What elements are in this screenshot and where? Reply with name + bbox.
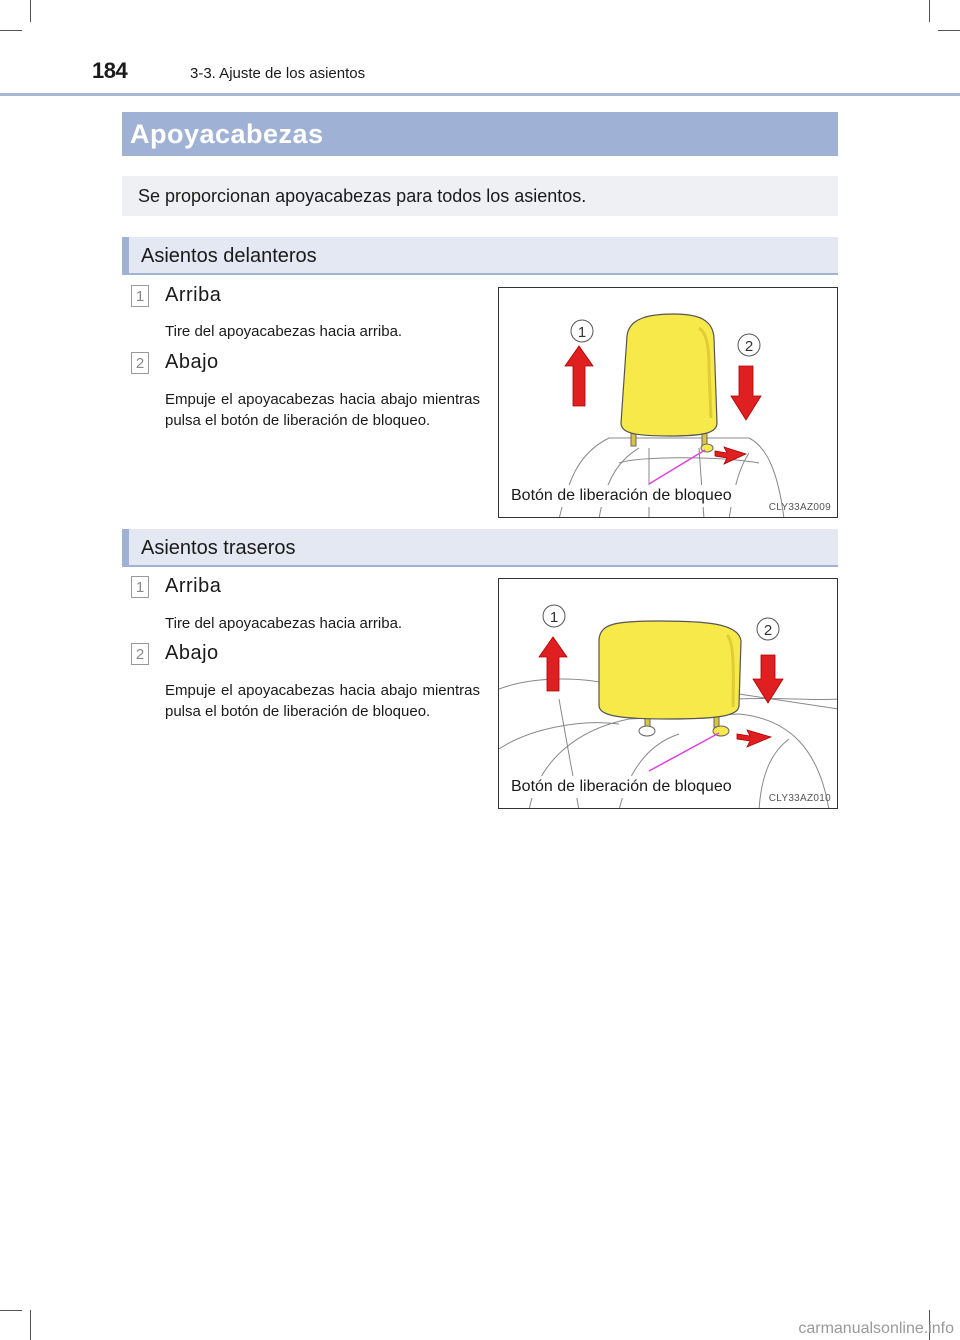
item-number: 2 [131,352,149,374]
main-title: Apoyacabezas [122,112,838,156]
figure-code: CLY33AZ010 [768,793,831,804]
item-title: Abajo [165,351,219,373]
crop-mark [0,30,22,31]
callout-1: 1 [549,609,559,626]
rear-headrest-illustration [499,579,838,809]
item-number: 2 [131,643,149,665]
front-headrest-illustration [499,288,838,518]
intro-text: Se proporcionan apoyacabezas para todos los asientos. [122,176,838,216]
callout-2: 2 [744,338,754,355]
item-text: Tire del apoyacabezas hacia arriba. [165,323,403,340]
item-text: Empuje el apoyacabezas hacia abajo mientras pulsa el botón de liberación de bloqueo. [165,682,480,720]
figure-rear-headrest [498,578,838,809]
item-title: Arriba [165,284,222,306]
crop-mark [30,0,31,22]
crop-mark [30,1310,31,1340]
section-heading-front: Asientos delanteros [122,237,838,275]
crop-mark [0,1310,22,1311]
section-heading-rear: Asientos traseros [122,529,838,567]
crop-mark [938,30,960,31]
item-number: 1 [131,285,149,307]
header-rule [0,93,960,96]
item-number: 1 [131,576,149,598]
figure-label: Botón de liberación de bloqueo [503,776,740,798]
chapter-title: 3-3. Ajuste de los asientos [190,65,366,82]
item-text: Empuje el apoyacabezas hacia abajo mientras pulsa el botón de liberación de bloqueo. [165,391,480,429]
figure-front-headrest [498,287,838,518]
figure-code: CLY33AZ009 [768,502,831,513]
item-title: Arriba [165,575,222,597]
footer-watermark: carmanualsonline.info [798,1320,954,1337]
page-number: 184 [92,58,128,83]
callout-1: 1 [577,324,587,341]
figure-label: Botón de liberación de bloqueo [503,485,740,507]
crop-mark [929,0,930,22]
item-title: Abajo [165,642,219,664]
item-text: Tire del apoyacabezas hacia arriba. [165,615,403,632]
callout-2: 2 [763,622,773,639]
